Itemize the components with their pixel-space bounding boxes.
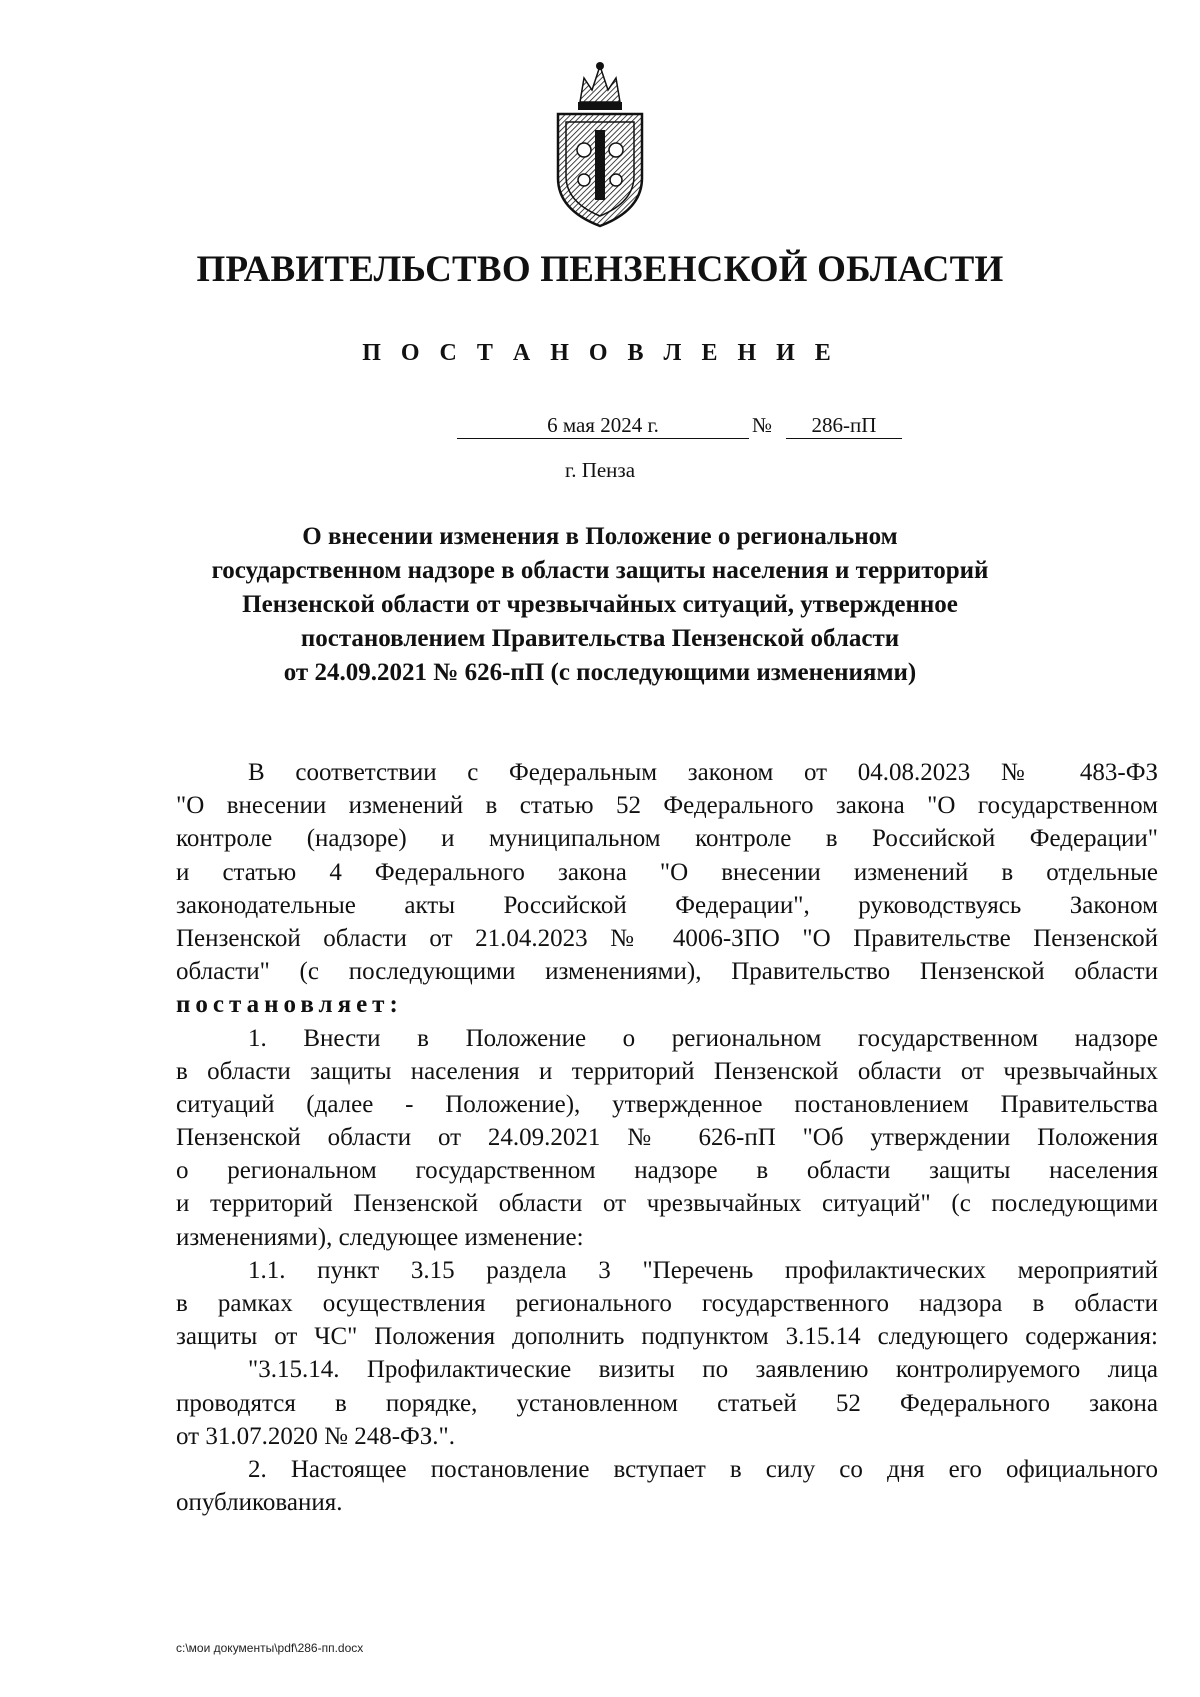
body-line: области" (с последующими изменениями), Правительство Пензенской области bbox=[176, 958, 1158, 986]
body-line: в рамках осуществления регионального государственного надзора в области bbox=[176, 1290, 1158, 1317]
body-line: Пензенской области от 21.04.2023 № 4006-ЗПО "О Правительстве Пензенской bbox=[176, 924, 1158, 952]
number-sign: № bbox=[752, 413, 773, 437]
document-body bbox=[176, 756, 1158, 1519]
subject-line: О внесении изменения в Положение о региональном bbox=[302, 523, 898, 550]
body-line: от 31.07.2020 № 248-ФЗ.". bbox=[176, 1422, 456, 1450]
body-line: контроле (надзоре) и муниципальном контроле в Российской Федерации" bbox=[176, 825, 1158, 853]
coat-of-arms-emblem-icon bbox=[540, 60, 660, 230]
body-line: постановляет: bbox=[176, 991, 403, 1019]
body-line: опубликования. bbox=[176, 1489, 343, 1517]
body-line: проводятся в порядке, установленном статьей 52 Федерального закона bbox=[176, 1389, 1158, 1417]
body-line: 1.1. пункт 3.15 раздела 3 "Перечень профилактических мероприятий bbox=[248, 1256, 1158, 1284]
body-line: "О внесении изменений в статью 52 Федерального закона "О государственном bbox=[176, 792, 1158, 820]
subject-line: Пензенской области от чрезвычайных ситуаций, утвержденное bbox=[242, 591, 958, 618]
body-line: 2. Настоящее постановление вступает в силу со дня его официального bbox=[248, 1455, 1158, 1483]
body-line: законодательные акты Российской Федерации", руководствуясь Законом bbox=[176, 891, 1158, 919]
body-line: "3.15.14. Профилактические визиты по заявлению контролируемого лица bbox=[248, 1356, 1158, 1384]
body-line: в области защиты населения и территорий Пензенской области от чрезвычайных bbox=[176, 1057, 1158, 1085]
body-line: защиты от ЧС" Положения дополнить подпунктом 3.15.14 следующего содержания: bbox=[176, 1323, 1158, 1351]
document-number: 286-пП bbox=[786, 412, 902, 439]
body-line: о региональном государственном надзоре в области защиты населения bbox=[176, 1157, 1158, 1185]
document-city: г. Пенза bbox=[564, 458, 636, 482]
body-line: изменениями), следующее изменение: bbox=[176, 1223, 584, 1251]
document-type-heading: П О С Т А Н О В Л Е Н И Е bbox=[362, 340, 838, 366]
body-line: ситуаций (далее - Положение), утвержденное постановлением Правительства bbox=[176, 1090, 1158, 1118]
body-line: и территорий Пензенской области от чрезвычайных ситуаций" (с последующими bbox=[176, 1190, 1158, 1218]
subject-line: от 24.09.2021 № 626-пП (с последующими изменениями) bbox=[283, 659, 917, 686]
body-line: 1. Внести в Положение о региональном государственном надзоре bbox=[248, 1024, 1158, 1052]
subject-line: постановлением Правительства Пензенской области bbox=[300, 625, 900, 652]
document-date: 6 мая 2024 г. bbox=[457, 412, 749, 439]
organization-title: ПРАВИТЕЛЬСТВО ПЕНЗЕНСКОЙ ОБЛАСТИ bbox=[196, 249, 1004, 290]
body-line: В соответствии с Федеральным законом от 04.08.2023 № 483-ФЗ bbox=[248, 759, 1158, 786]
file-path-footer: c:\мои документы\pdf\286-пп.docx bbox=[176, 1641, 364, 1655]
document-subject bbox=[175, 520, 1025, 690]
subject-line: государственном надзоре в области защиты населения и территорий bbox=[211, 557, 989, 584]
body-line: Пензенской области от 24.09.2021 № 626-пП "Об утверждении Положения bbox=[176, 1124, 1158, 1152]
body-line: и статью 4 Федерального закона "О внесении изменений в отдельные bbox=[176, 858, 1158, 886]
